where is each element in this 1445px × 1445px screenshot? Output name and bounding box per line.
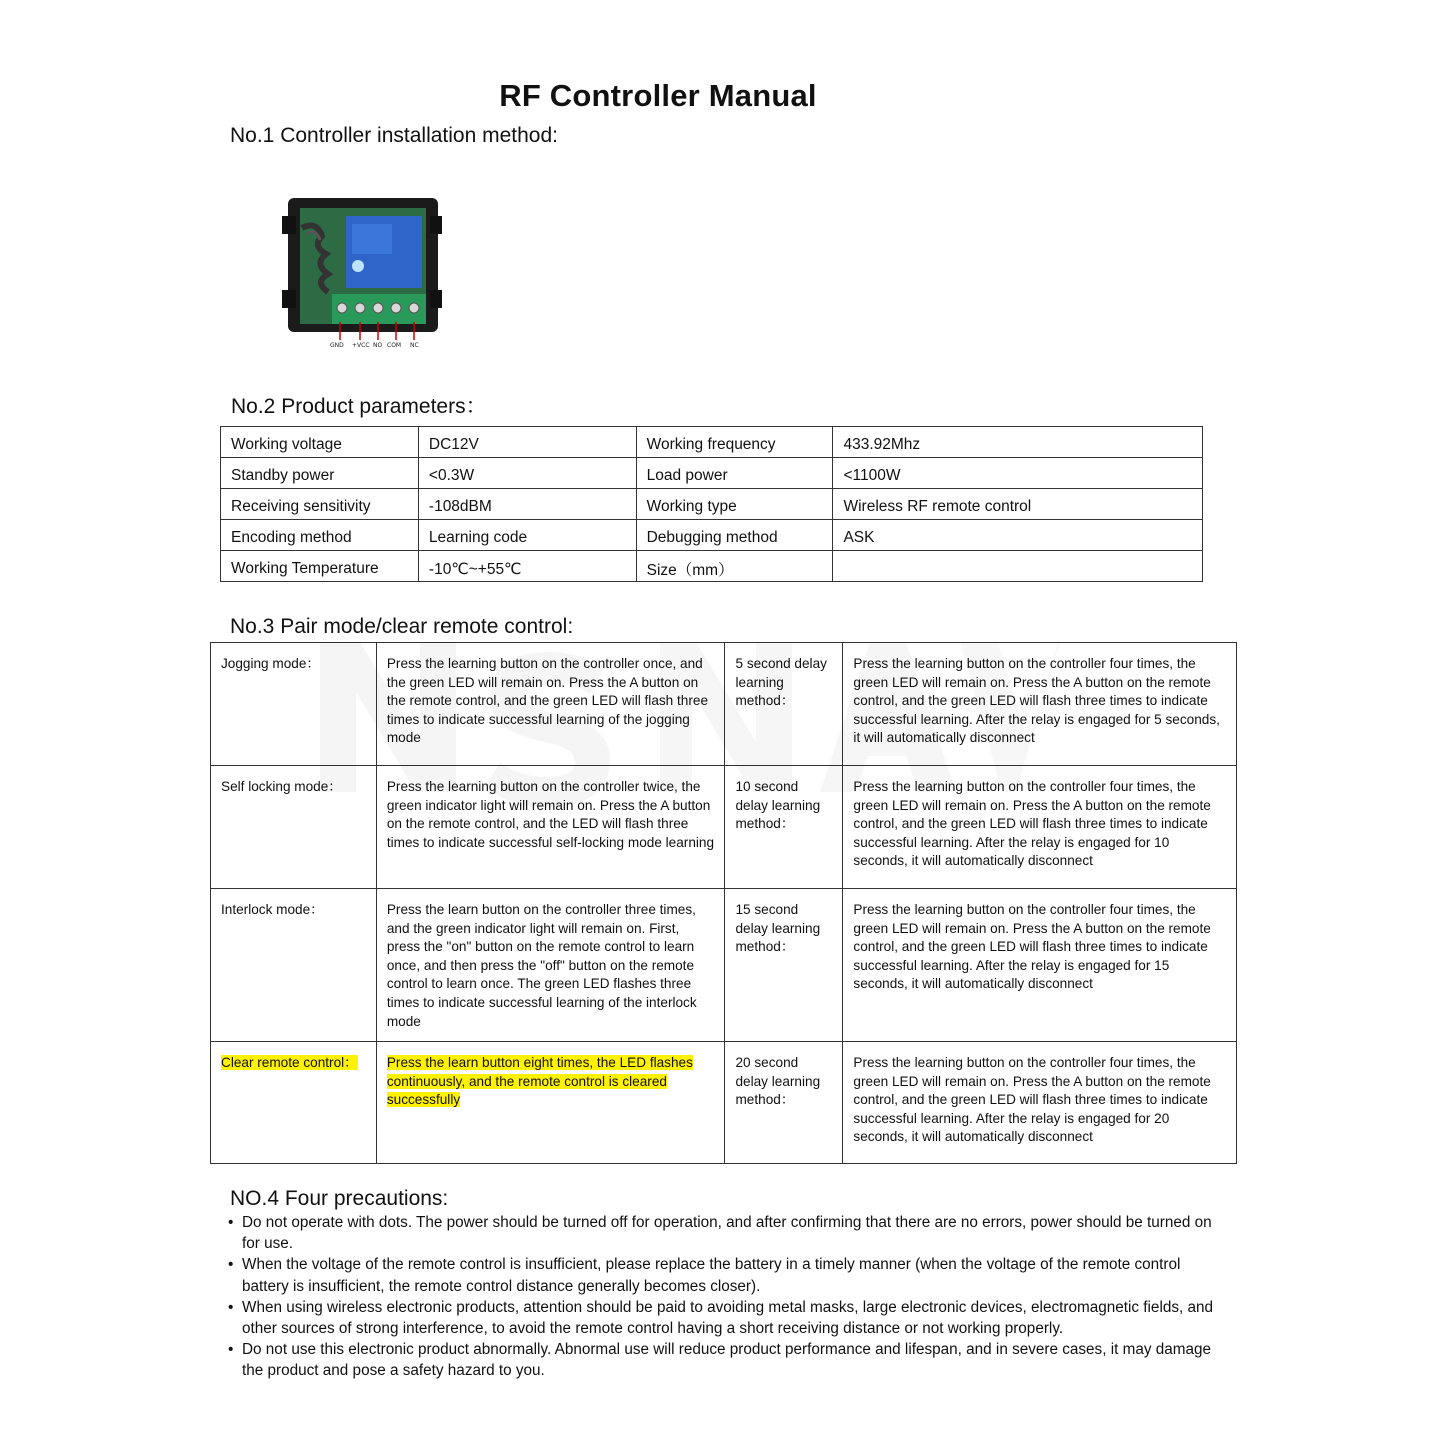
param-name: Working Temperature xyxy=(221,551,419,582)
highlighted-text: Press the learn button eight times, the LED flashes continuously, and the remote control is cleared successfully xyxy=(386,1055,693,1108)
param-value: DC12V xyxy=(418,427,636,458)
mode-name-highlighted xyxy=(211,1042,377,1164)
mode-name: Interlock mode： xyxy=(211,889,377,1042)
delay-description: Press the learning button on the controller four times, the green LED will remain on. Press the A button on the remote control, and the green LED will flash three times to indicate successful learning. After the relay is engaged for 10 seconds, it will automatically disconnect xyxy=(843,766,1237,889)
mode-name: Self locking mode： xyxy=(211,766,377,889)
list-item: • Do not operate with dots. The power should be turned off for operation, and after confirming that there are no errors, power should be turned on for use. xyxy=(228,1212,1228,1254)
param-name: Working type xyxy=(636,489,833,520)
param-name: Load power xyxy=(636,458,833,489)
controller-device-image xyxy=(280,194,444,350)
list-item: • When the voltage of the remote control is insufficient, please replace the battery in a timely manner (when the voltage of the remote control battery is insufficient, the remote control distance generally becomes closer). xyxy=(228,1254,1228,1296)
mode-description: Press the learning button on the controller twice, the green indicator light will remain on. Press the A button on the remote control, and the LED will flash three times to indicate successful self-locking mode learning xyxy=(376,766,725,889)
param-value: Wireless RF remote control xyxy=(833,489,1203,520)
param-value: 433.92Mhz xyxy=(833,427,1203,458)
table-row xyxy=(211,643,1237,766)
table-row xyxy=(211,889,1237,1042)
list-item: • When using wireless electronic products, attention should be paid to avoiding metal masks, large electronic devices, electromagnetic fields, and other sources of strong interference, to avoid the remote control having a short receiving distance or not working properly. xyxy=(228,1297,1228,1339)
parameters-table xyxy=(220,426,1203,582)
param-name: Working voltage xyxy=(221,427,419,458)
param-name: Encoding method xyxy=(221,520,419,551)
section-heading-installation: No.1 Controller installation method: xyxy=(230,124,559,147)
delay-label: 5 second delay learning method： xyxy=(725,643,843,766)
terminal-label: COM xyxy=(387,342,402,349)
section-heading-precautions: NO.4 Four precautions: xyxy=(230,1187,449,1210)
table-row xyxy=(221,489,1203,520)
param-name: Receiving sensitivity xyxy=(221,489,419,520)
param-value: <0.3W xyxy=(418,458,636,489)
page-title: RF Controller Manual xyxy=(499,78,817,113)
list-item: • Do not use this electronic product abnormally. Abnormal use will reduce product performance and lifespan, and in severe cases, it may damage the product and pose a safety hazard to you. xyxy=(228,1339,1228,1381)
mode-description: Press the learn button on the controller three times, and the green indicator light will remain on. First, press the "on" button on the remote control to learn once, and then press the "off" button on the remote control to learn once. The green LED flashes three times to indicate successful learning of the interlock mode xyxy=(376,889,725,1042)
terminal-label: +VCC xyxy=(352,342,370,349)
param-name: Size（mm） xyxy=(636,551,833,582)
table-row xyxy=(221,427,1203,458)
mode-description-highlighted xyxy=(376,1042,725,1164)
param-value xyxy=(833,551,1203,582)
param-value: -10℃~+55℃ xyxy=(418,551,636,582)
mode-description: Press the learning button on the controller once, and the green LED will remain on. Press the A button on the remote control, and the green LED will flash three times to indicate successful learning of the jogging mode xyxy=(376,643,725,766)
section-heading-pair-mode: No.3 Pair mode/clear remote control: xyxy=(230,615,574,638)
param-value: -108dBM xyxy=(418,489,636,520)
delay-label: 10 second delay learning method： xyxy=(725,766,843,889)
param-name: Working frequency xyxy=(636,427,833,458)
table-row xyxy=(211,1042,1237,1164)
delay-description: Press the learning button on the controller four times, the green LED will remain on. Press the A button on the remote control, and the green LED will flash three times to indicate successful learning. After the relay is engaged for 15 seconds, it will automatically disconnect xyxy=(843,889,1237,1042)
table-row xyxy=(221,551,1203,582)
delay-label: 20 second delay learning method： xyxy=(725,1042,843,1164)
table-row xyxy=(221,520,1203,551)
terminal-label: NC xyxy=(410,342,419,349)
table-row xyxy=(221,458,1203,489)
delay-label: 15 second delay learning method： xyxy=(725,889,843,1042)
table-row xyxy=(211,766,1237,889)
delay-description: Press the learning button on the controller four times, the green LED will remain on. Press the A button on the remote control, and the green LED will flash three times to indicate successful learning. After the relay is engaged for 5 seconds, it will automatically disconnect xyxy=(843,643,1237,766)
section-heading-parameters: No.2 Product parameters： xyxy=(231,395,487,418)
param-value: ASK xyxy=(833,520,1203,551)
terminal-label: NO xyxy=(373,342,383,349)
param-name: Debugging method xyxy=(636,520,833,551)
terminal-label: GND xyxy=(330,342,344,349)
param-value: Learning code xyxy=(418,520,636,551)
highlighted-text: Clear remote control： xyxy=(221,1055,358,1070)
delay-description: Press the learning button on the controller four times, the green LED will remain on. Press the A button on the remote control, and the green LED will flash three times to indicate successful learning. After the relay is engaged for 20 seconds, it will automatically disconnect xyxy=(843,1042,1237,1164)
param-value: <1100W xyxy=(833,458,1203,489)
precautions-list xyxy=(228,1212,1228,1382)
param-name: Standby power xyxy=(221,458,419,489)
mode-name: Jogging mode： xyxy=(211,643,377,766)
pair-mode-table xyxy=(210,642,1237,1164)
